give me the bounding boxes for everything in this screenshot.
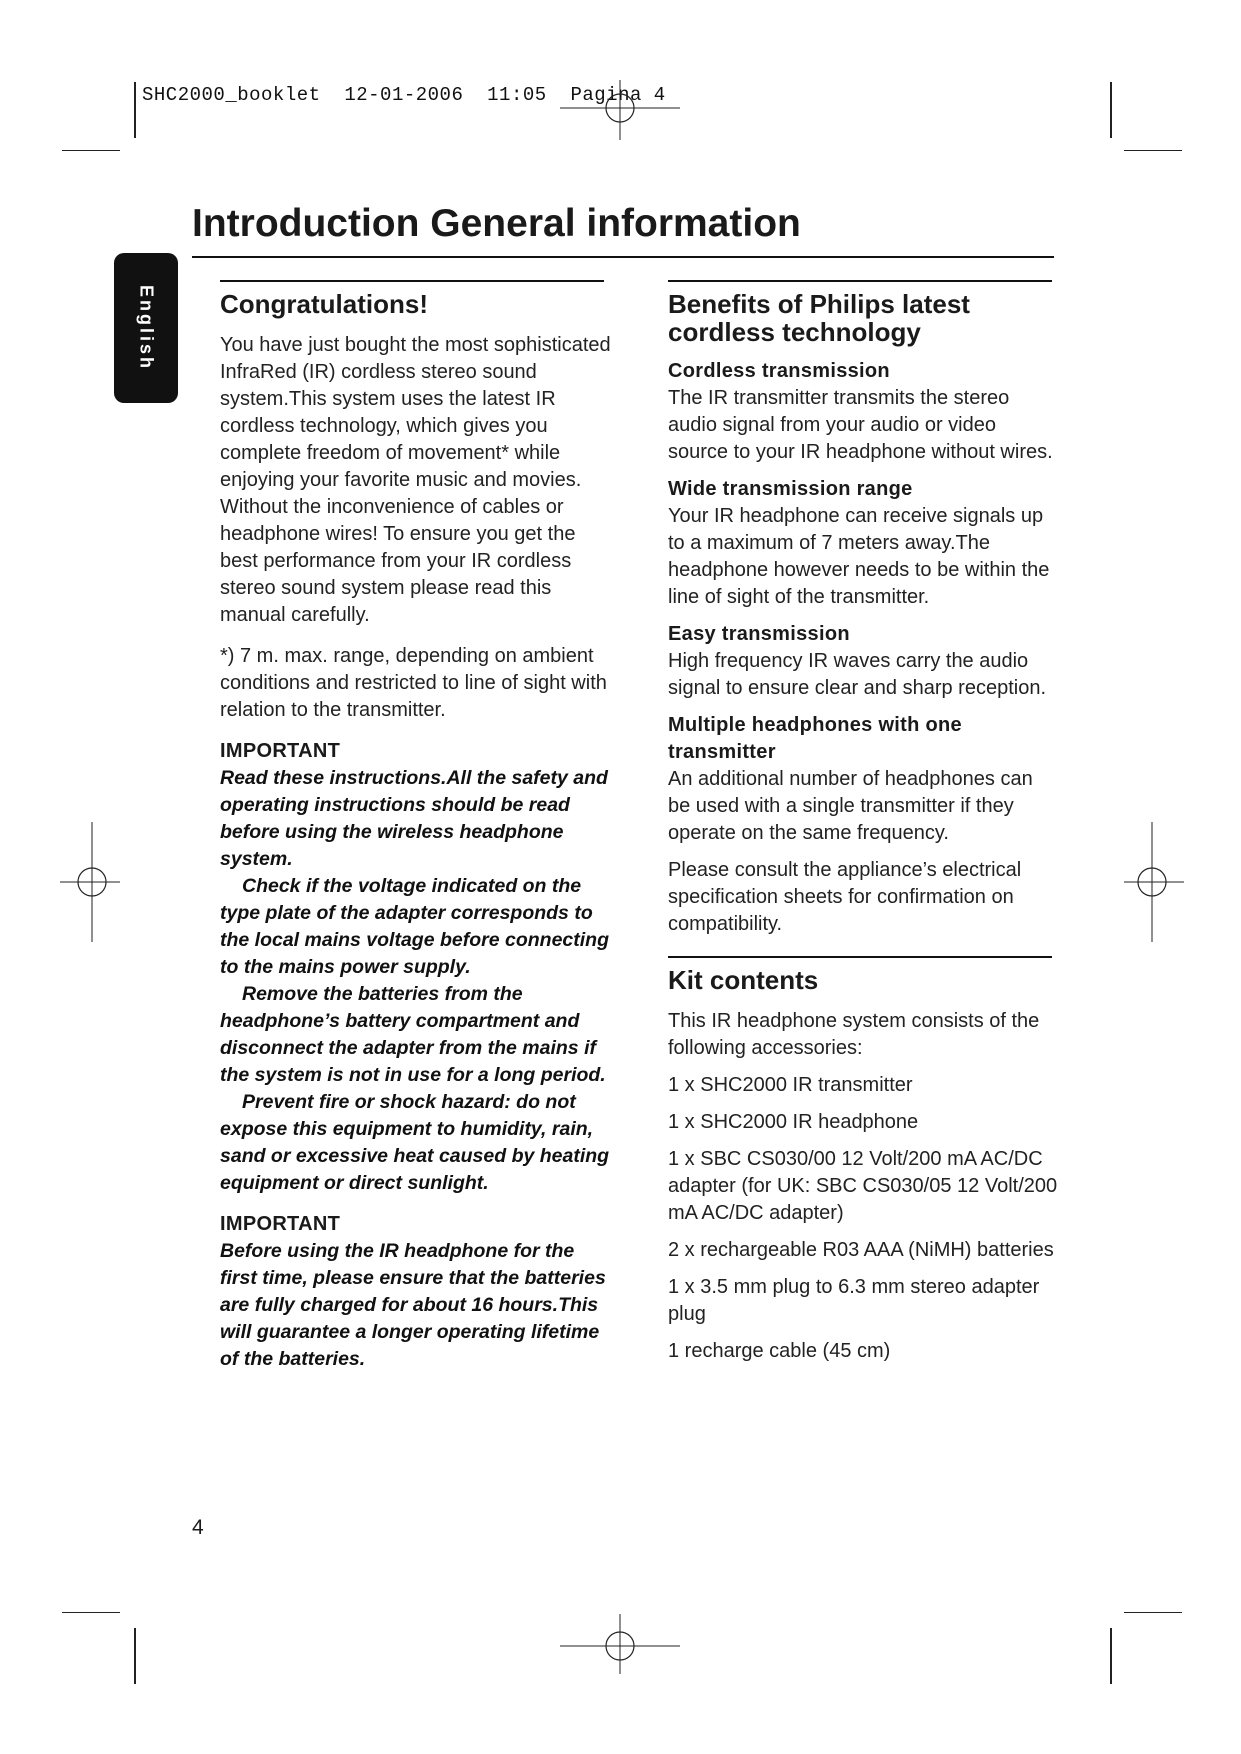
language-tab — [114, 253, 178, 403]
crop-mark — [134, 82, 136, 138]
benefit-text: An additional number of headphones can be used with a single transmitter if they operate on the same frequency. — [668, 768, 1033, 844]
language-tab-label: English — [136, 284, 157, 372]
section-rule — [220, 280, 604, 282]
kit-item: 1 x SHC2000 IR headphone — [668, 1111, 919, 1133]
kit-item: 1 x SHC2000 IR transmitter — [668, 1074, 913, 1096]
registration-mark-left — [60, 822, 120, 942]
intro-paragraph: You have just bought the most sophisticated InfraRed (IR) cordless stereo sound system.This system uses the latest IR cordless technology, which gives you complete freedom of movement* while enjoying your favorite music and movies. Without the inconvenience of cables or headphone wires! To ensure you get the best performance from your IR cordless stereo sound system please read this manual carefully. — [220, 334, 611, 626]
title-rule — [192, 256, 1054, 258]
left-column — [220, 280, 612, 1373]
consult-note: Please consult the appliance’s electrical specification sheets for confirmation on compatibility. — [668, 859, 1022, 935]
important-label: IMPORTANT — [220, 1213, 341, 1235]
benefit-title: Easy transmission — [668, 623, 850, 645]
crop-mark — [134, 1628, 136, 1684]
registration-mark-right — [1124, 822, 1184, 942]
crop-mark — [62, 1612, 120, 1613]
range-footnote: *) 7 m. max. range, depending on ambient conditions and restricted to line of sight with relation to the transmitter. — [220, 645, 607, 721]
kit-item: 1 x 3.5 mm plug to 6.3 mm stereo adapter plug — [668, 1276, 1040, 1325]
page-number: 4 — [192, 1516, 204, 1539]
benefit-text: High frequency IR waves carry the audio signal to ensure clear and sharp reception. — [668, 650, 1047, 699]
important-instruction: Check if the voltage indicated on the type plate of the adapter corresponds to the local mains voltage before connecting to the mains power supply. — [220, 875, 610, 978]
important-instruction: Remove the batteries from the headphone’s battery compartment and disconnect the adapter from the mains if the system is not in use for a long period. — [220, 983, 606, 1086]
crop-mark — [1124, 150, 1182, 151]
registration-mark-bottom — [560, 1614, 680, 1674]
crop-mark — [1110, 82, 1112, 138]
page-title: Introduction General information — [192, 202, 801, 245]
kit-contents-heading: Kit contents — [668, 965, 819, 995]
benefit-text: The IR transmitter transmits the stereo audio signal from your audio or video source to your IR headphone without wires. — [668, 387, 1053, 463]
crop-mark — [62, 150, 120, 151]
benefit-title: Cordless transmission — [668, 360, 890, 382]
crop-mark — [1124, 1612, 1182, 1613]
benefit-title: Multiple headphones with one transmitter — [668, 714, 962, 763]
congratulations-heading: Congratulations! — [220, 289, 428, 319]
section-rule — [668, 956, 1052, 958]
right-column — [668, 280, 1060, 1365]
kit-item: 1 x SBC CS030/00 12 Volt/200 mA AC/DC adapter (for UK: SBC CS030/05 12 Volt/200 mA AC/DC adapter) — [668, 1148, 1058, 1224]
print-slug: SHC2000_booklet 12-01-2006 11:05 Pagina 4 — [142, 84, 666, 106]
section-rule — [668, 280, 1052, 282]
important-label: IMPORTANT — [220, 740, 341, 762]
kit-item: 2 x rechargeable R03 AAA (NiMH) batteries — [668, 1239, 1054, 1261]
kit-intro: This IR headphone system consists of the following accessories: — [668, 1010, 1040, 1059]
benefits-heading: Benefits of Philips latest cordless technology — [668, 289, 970, 347]
important-charging-note: Before using the IR headphone for the first time, please ensure that the batteries are fully charged for about 16 hours.This will guarantee a longer operating lifetime of the batteries. — [220, 1240, 606, 1370]
registration-mark-top — [560, 80, 680, 140]
important-instruction: Prevent fire or shock hazard: do not expose this equipment to humidity, rain, sand or excessive heat caused by heating equipment or direct sunlight. — [220, 1091, 610, 1194]
crop-mark — [1110, 1628, 1112, 1684]
benefit-title: Wide transmission range — [668, 478, 913, 500]
benefit-text: Your IR headphone can receive signals up to a maximum of 7 meters away.The headphone however needs to be within the line of sight of the transmitter. — [668, 505, 1050, 608]
kit-item: 1 recharge cable (45 cm) — [668, 1340, 891, 1362]
important-instruction: Read these instructions.All the safety and operating instructions should be read before using the wireless headphone system. — [220, 767, 608, 870]
